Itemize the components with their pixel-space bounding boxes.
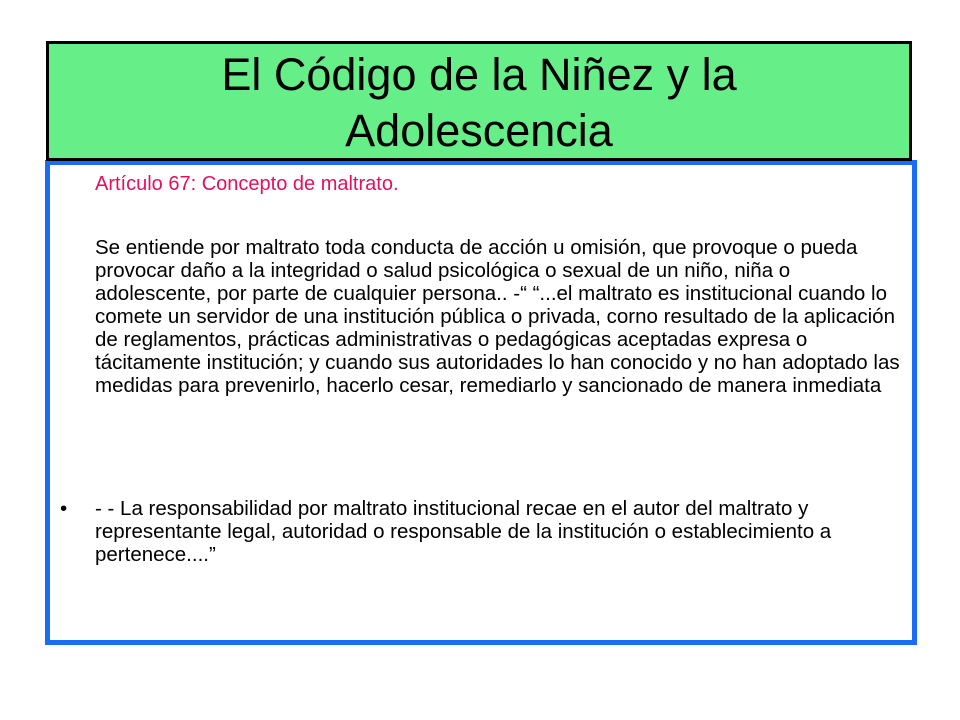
body-paragraph: Se entiende por maltrato toda conducta de acción u omisión, que provoque o pueda provocar daño a la integridad o salud psicológica o sexual de un niño, niña o adolescente, por parte de cualquier persona.. -“ “...el maltrato es institucional cuando lo comete un servidor de una institución pública o privada, corno resultado de la aplicación de reglamentos, prácticas administrativas o pedagógicas aceptadas expresa o tácitamente institución; y cuando sus autoridades lo han conocido y no han adoptado las medidas para prevenirlo, hacerlo cesar, remediarlo y sancionado de manera inmediata — [95, 236, 900, 397]
bullet-text: - - La responsabilidad por maltrato institucional recae en el autor del maltrato y representante legal, autoridad o responsable de la institución o establecimiento a pertenece....” — [95, 497, 832, 566]
bullet-item — [60, 497, 905, 566]
content-box — [45, 160, 917, 645]
slide-title: El Código de la Niñez y la Adolescencia — [221, 49, 737, 156]
bullet-icon: • — [60, 497, 68, 520]
title-box — [46, 41, 912, 161]
article-heading: Artículo 67: Concepto de maltrato. — [95, 173, 399, 195]
